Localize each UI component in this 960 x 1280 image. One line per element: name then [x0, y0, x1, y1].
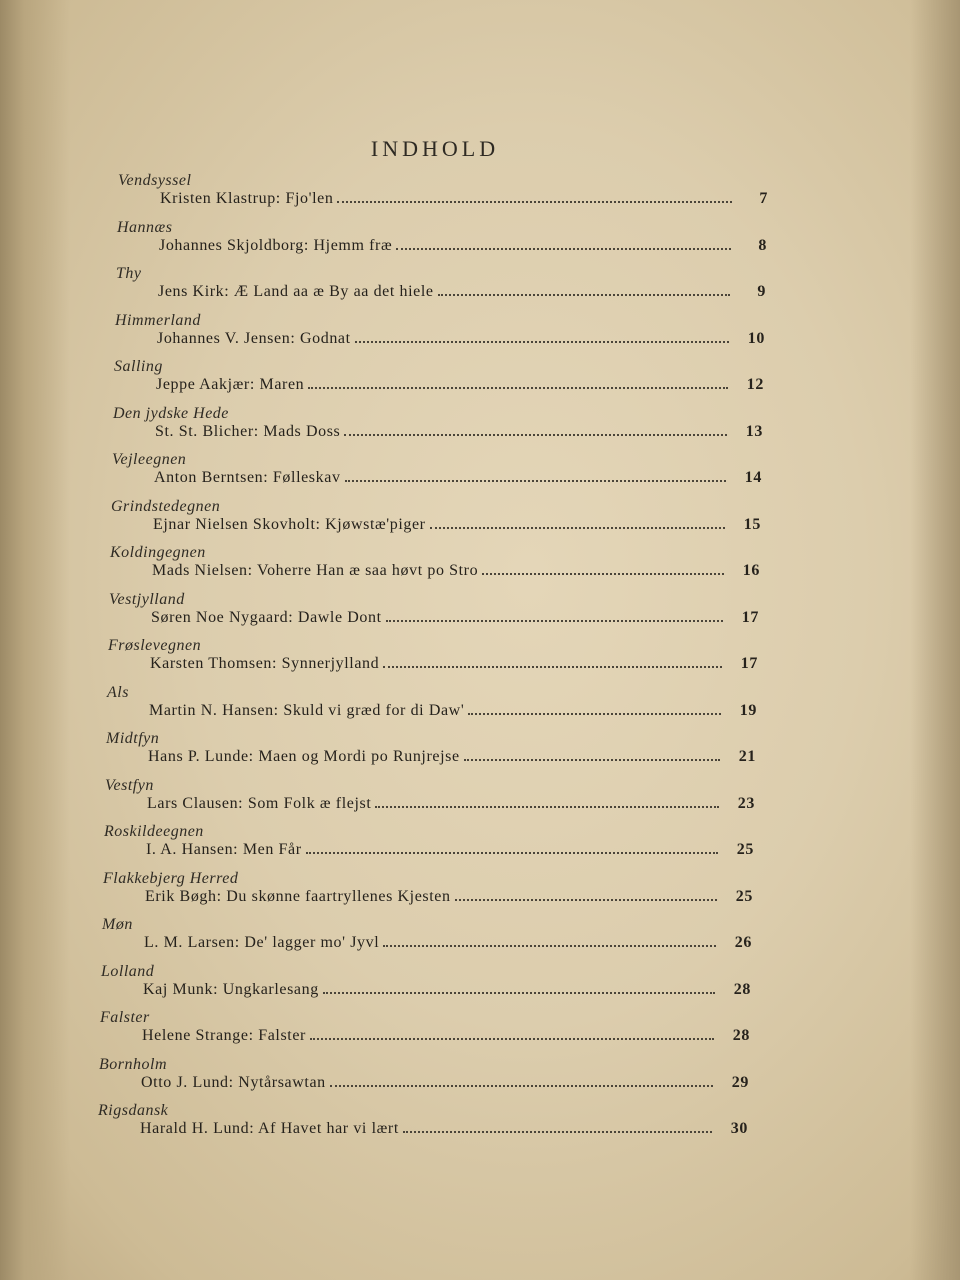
entry-title: Martin N. Hansen: Skuld vi græd for di Daw' [149, 701, 465, 719]
page-number: 17 [741, 608, 759, 626]
entry-title: Johannes Skjoldborg: Hjemm fræ [159, 236, 393, 254]
toc-line [145, 888, 753, 906]
entry-title: St. St. Blicher: Mads Doss [155, 422, 341, 440]
page-number: 13 [745, 422, 763, 440]
binding-shadow [0, 0, 70, 1280]
region-name: Flakkebjerg Herred [103, 869, 239, 887]
toc-line [160, 190, 768, 208]
toc-entry [99, 1056, 749, 1103]
dot-leader [468, 712, 721, 715]
toc-entry [110, 544, 760, 591]
dot-leader [396, 247, 731, 250]
entry-title: Johannes V. Jensen: Godnat [157, 329, 351, 347]
entry-title: Karsten Thomsen: Synnerjylland [150, 655, 380, 672]
toc-line [154, 469, 762, 487]
toc-line [141, 1074, 749, 1092]
entry-title: Erik Bøgh: Du skønne faartryllenes Kjesten [145, 887, 451, 905]
dot-leader [344, 433, 727, 436]
toc-entry [118, 172, 768, 219]
region-name: Vendsyssel [118, 172, 192, 189]
entry-title: Helene Strange: Falster [142, 1027, 306, 1044]
dot-leader [345, 479, 726, 482]
entry-title: Anton Berntsen: Følleskav [154, 469, 341, 486]
entry-title: Kaj Munk: Ungkarlesang [143, 980, 319, 998]
page-number: 23 [737, 794, 755, 812]
toc-entry [102, 916, 752, 963]
toc-entry [106, 730, 756, 777]
toc-line [159, 237, 767, 255]
region-name: Lolland [101, 962, 155, 980]
toc-line [147, 795, 755, 813]
toc-entry [109, 591, 759, 638]
page-number: 25 [736, 841, 754, 858]
entry-title: L. M. Larsen: De' lagger mo' Jyvl [144, 934, 380, 951]
page-number: 25 [735, 887, 753, 905]
region-name: Frøslevegnen [108, 637, 202, 654]
page-number: 7 [759, 190, 768, 207]
dot-leader [383, 665, 722, 668]
dot-leader [355, 340, 729, 343]
page-number: 16 [742, 562, 760, 579]
entry-title: Harald H. Lund: Af Havet har vi lært [140, 1120, 399, 1137]
page-number: 8 [758, 236, 767, 254]
toc-entry [100, 1009, 750, 1056]
toc-line [150, 655, 758, 673]
region-name: Vestfyn [105, 776, 154, 794]
region-name: Koldingegnen [110, 544, 206, 561]
entry-title: Søren Noe Nygaard: Dawle Dont [151, 608, 382, 626]
toc-line [158, 283, 766, 301]
toc-line [140, 1120, 748, 1138]
region-name: Midtfyn [106, 730, 160, 747]
page-number: 10 [747, 329, 765, 347]
entry-title: Mads Nielsen: Voherre Han æ saa høvt po Stro [152, 562, 479, 579]
dot-leader [383, 944, 716, 947]
toc-line [151, 609, 759, 627]
entry-title: Otto J. Lund: Nytårsawtan [141, 1073, 326, 1091]
entry-title: Jeppe Aakjær: Maren [156, 376, 305, 393]
entry-title: Kristen Klastrup: Fjo'len [160, 190, 334, 207]
toc-line [148, 748, 756, 766]
page-edge-shadow [910, 0, 960, 1280]
toc-entry [114, 358, 764, 405]
toc-line [152, 562, 760, 580]
region-name: Den jydske Hede [113, 404, 229, 422]
toc-line [156, 376, 764, 394]
page-number: 19 [739, 701, 757, 719]
entry-title: Jens Kirk: Æ Land aa æ By aa det hiele [158, 283, 434, 300]
dot-leader [310, 1037, 714, 1040]
region-name: Møn [102, 916, 133, 933]
region-name: Als [107, 683, 129, 701]
toc-entry [101, 963, 751, 1010]
region-name: Salling [114, 358, 163, 375]
dot-leader [403, 1130, 712, 1133]
toc-line [157, 330, 765, 348]
region-name: Hannæs [117, 218, 173, 236]
region-name: Falster [100, 1009, 150, 1026]
region-name: Bornholm [99, 1055, 167, 1073]
page-number: 14 [744, 469, 762, 486]
page-number: 9 [757, 283, 766, 300]
page-number: 28 [733, 980, 751, 998]
dot-leader [455, 898, 717, 901]
entry-title: Ejnar Nielsen Skovholt: Kjøwstæ'piger [153, 515, 426, 533]
dot-leader [375, 805, 719, 808]
toc-entry [113, 405, 763, 452]
toc-entry [116, 265, 766, 312]
toc-line [146, 841, 754, 859]
toc-entry [103, 870, 753, 917]
toc-entry [117, 219, 767, 266]
dot-leader [337, 200, 732, 203]
toc-entry [105, 777, 755, 824]
toc-entry [115, 312, 765, 359]
toc-entry [107, 684, 757, 731]
region-name: Grindstedegnen [111, 497, 221, 515]
dot-leader [482, 572, 724, 575]
dot-leader [438, 293, 730, 296]
region-name: Roskildeegnen [104, 823, 204, 840]
toc-entry [104, 823, 754, 870]
entry-title: I. A. Hansen: Men Får [146, 841, 302, 858]
toc-entry [111, 498, 761, 545]
dot-leader [306, 851, 718, 854]
page-number: 28 [732, 1027, 750, 1044]
dot-leader [323, 991, 715, 994]
toc-entry [112, 451, 762, 498]
region-name: Vejleegnen [112, 451, 187, 468]
toc-line [142, 1027, 750, 1045]
dot-leader [308, 386, 728, 389]
page-number: 17 [740, 655, 758, 672]
toc-entry [98, 1102, 748, 1149]
dot-leader [464, 758, 720, 761]
toc-line [144, 934, 752, 952]
region-name: Thy [116, 265, 142, 282]
region-name: Vestjylland [109, 590, 185, 608]
page-title: INDHOLD [370, 136, 500, 161]
page-number: 30 [730, 1120, 748, 1137]
dot-leader [430, 526, 725, 529]
dot-leader [330, 1084, 713, 1087]
entry-title: Lars Clausen: Som Folk æ flejst [147, 794, 372, 812]
region-name: Himmerland [115, 311, 201, 329]
page-number: 26 [734, 934, 752, 951]
page-number: 21 [738, 748, 756, 765]
table-of-contents [98, 172, 768, 1149]
toc-line [153, 516, 761, 534]
page-number: 29 [731, 1073, 749, 1091]
toc-line [155, 423, 763, 441]
page-number: 15 [743, 515, 761, 533]
toc-entry [108, 637, 758, 684]
entry-title: Hans P. Lunde: Maen og Mordi po Runjrejse [148, 748, 460, 765]
toc-line [149, 702, 757, 720]
region-name: Rigsdansk [98, 1102, 169, 1119]
toc-line [143, 981, 751, 999]
page-number: 12 [746, 376, 764, 393]
dot-leader [386, 619, 723, 622]
